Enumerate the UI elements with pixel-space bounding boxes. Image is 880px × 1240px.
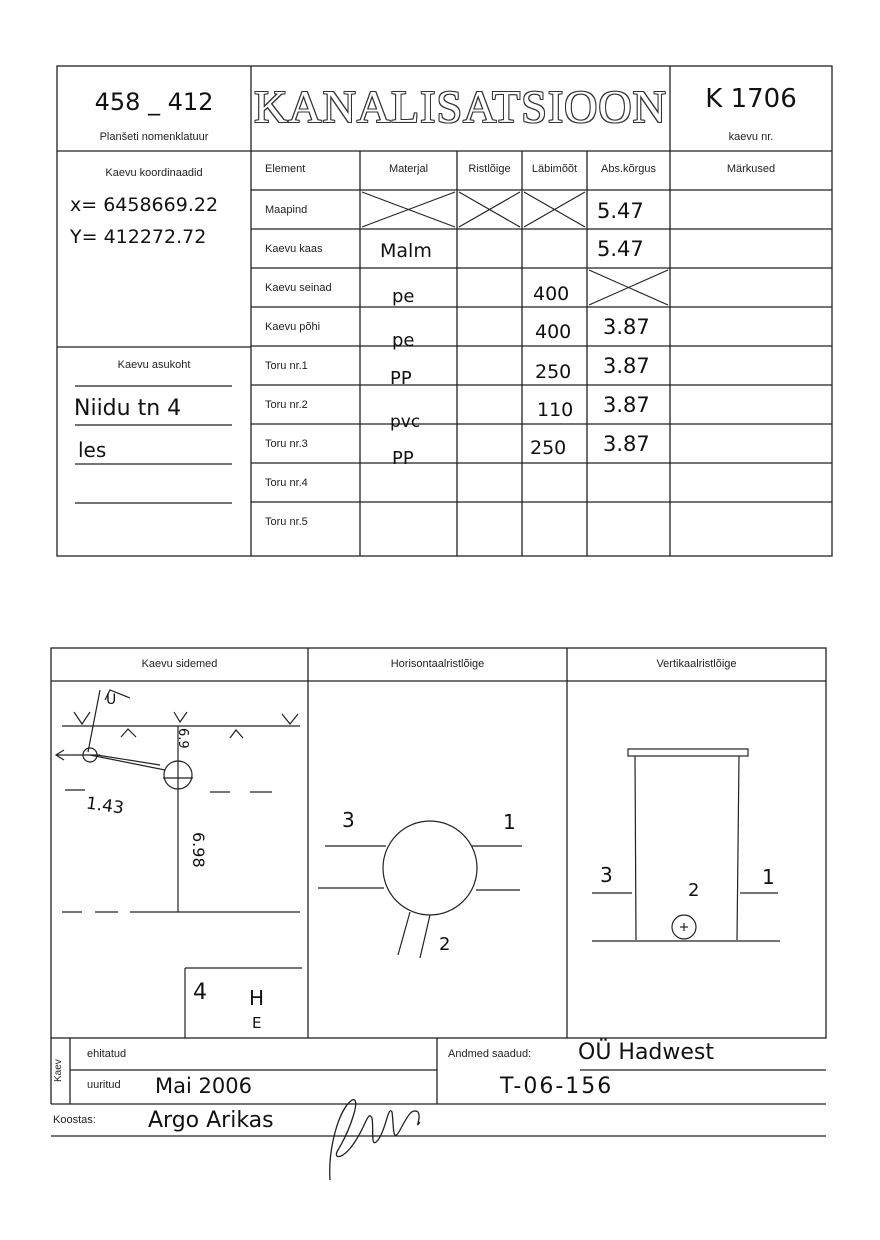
ties-e-label: E (252, 1014, 262, 1032)
location-line2: les (78, 438, 107, 462)
v-pipe-1-label: 1 (762, 865, 775, 889)
h-pipe-1-label: 1 (503, 810, 516, 834)
height-cell: 3.87 (603, 393, 650, 417)
row-label: Toru nr.1 (265, 360, 308, 372)
coord-y: Y= 412272.72 (70, 226, 207, 248)
horizontal-section-sketch (318, 821, 522, 958)
h-pipe-3-label: 3 (342, 808, 355, 832)
compiled-label: Koostas: (53, 1114, 96, 1126)
section-ties-label: Kaevu sidemed (141, 658, 218, 670)
material-cell: pvc (390, 412, 421, 432)
row-label: Toru nr.3 (265, 438, 308, 450)
built-label: ehitatud (87, 1048, 127, 1060)
col-header-diameter: Läbimõõt (531, 163, 578, 175)
surveyed-label: uuritud (87, 1079, 121, 1091)
height-cell: 3.87 (603, 432, 650, 456)
col-header-height: Abs.kõrgus (600, 163, 657, 175)
ties-distance-1: 1.43 (84, 793, 126, 819)
col-header-cross: Ristlõige (468, 163, 511, 175)
diameter-cell: 250 (535, 361, 572, 383)
location-line1: Niidu tn 4 (74, 396, 182, 421)
coord-x: x= 6458669.22 (70, 194, 219, 216)
diameter-cell: 400 (533, 283, 570, 305)
ties-block-number: 4 (193, 980, 207, 1005)
material-cell: pe (392, 286, 415, 307)
data-source-label: Andmed saadud: (448, 1048, 532, 1060)
row-label: Kaevu seinad (265, 282, 332, 294)
page-title: KANALISATSIOON (254, 81, 667, 132)
surveyed-value: Mai 2006 (155, 1074, 252, 1098)
v-pipe-3-label: 3 (600, 863, 613, 887)
well-side-label: Kaev (53, 1059, 64, 1082)
diameter-cell: 110 (537, 399, 574, 421)
v-pipe-2-label: 2 (688, 880, 700, 901)
sheet-label: Planšeti nomenklatuur (99, 131, 209, 143)
diameter-cell: 400 (535, 321, 572, 343)
height-cell: 5.47 (597, 199, 644, 223)
row-label: Kaevu kaas (265, 243, 323, 255)
compiled-value: Argo Arikas (148, 1108, 274, 1133)
well-number: K 1706 (705, 84, 797, 114)
row-label: Toru nr.2 (265, 399, 308, 411)
data-source-value: OÜ Hadwest (578, 1040, 715, 1065)
section-vertical-label: Vertikaalristlõige (656, 658, 737, 670)
diameter-cell: 250 (530, 437, 567, 459)
material-cell: PP (390, 368, 412, 389)
row-label: Kaevu põhi (265, 321, 321, 333)
ties-u-label: U (106, 692, 117, 708)
sheet-code: 458 _ 412 (94, 88, 214, 116)
row-label: Toru nr.5 (265, 516, 308, 528)
height-cell: 5.47 (597, 237, 644, 261)
height-cell: 3.87 (603, 354, 650, 378)
section-horizontal-label: Horisontaalristlõige (390, 658, 485, 670)
material-cell: Malm (380, 240, 432, 262)
ties-distance-2: 6.9 (175, 728, 190, 749)
vertical-section-sketch (592, 749, 780, 941)
h-pipe-2-label: 2 (439, 934, 451, 955)
location-label: Kaevu asukoht (117, 359, 191, 371)
col-header-element: Element (265, 163, 306, 175)
data-source-code: T-06-156 (500, 1074, 614, 1099)
col-header-notes: Märkused (726, 163, 776, 175)
row-label: Maapind (265, 204, 308, 216)
material-cell: PP (392, 448, 414, 469)
well-label: kaevu nr. (728, 131, 774, 143)
ties-distance-3: 6.98 (189, 832, 208, 868)
height-cell: 3.87 (603, 315, 650, 339)
signature (330, 1100, 420, 1180)
col-header-material: Materjal (388, 163, 429, 175)
material-cell: pe (392, 330, 415, 351)
coords-label: Kaevu koordinaadid (105, 167, 203, 179)
ties-h-label: H (249, 986, 265, 1010)
row-label: Toru nr.4 (265, 477, 308, 489)
